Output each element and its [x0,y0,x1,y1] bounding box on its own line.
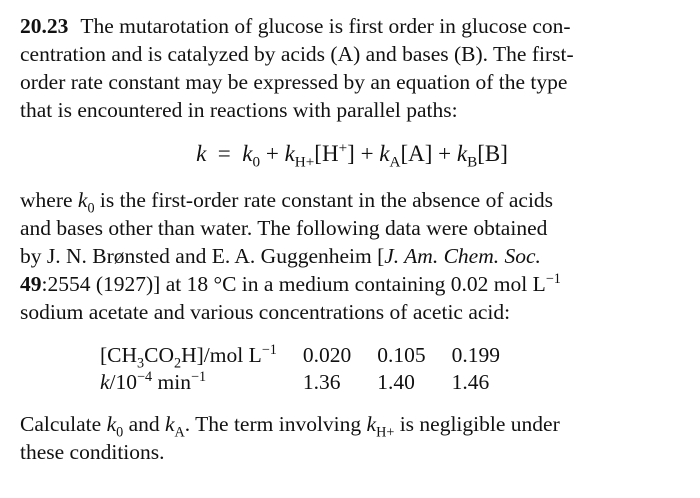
table-cell: 0.020 [302,343,352,367]
p2-journal: J. Am. Chem. Soc. [384,244,541,268]
problem-page [20,12,684,466]
intro-line-1: The mutarotation of glucose is first order in glucose con- [80,14,571,38]
r2-sup2: −1 [190,368,207,385]
q-pre: Calculate [20,412,107,436]
p2-l1-post: is the first-order rate constant in the absence of acids [94,188,554,212]
intro-line-2: centration and is catalyzed by acids (A) and bases (B). The first- [20,42,574,66]
table-cell: 0.199 [451,343,500,367]
q-line2: these conditions. [20,440,165,464]
p2-l4-sup: −1 [545,270,561,287]
r2-sup1: −4 [137,368,153,385]
table-cell: 1.40 [377,370,415,394]
intro-line-3: order rate constant may be expressed by an equation of the type [20,70,568,94]
r1-mid: CO [144,343,174,367]
eq-kH: k [284,141,295,166]
eq-plus-2: + [360,141,374,166]
problem-number: 20.23 [20,14,69,38]
eq-k0-sub: 0 [252,153,261,171]
intro-line-4: that is encountered in reactions with parallel paths: [20,98,458,122]
p2-l2: and bases other than water. The following data were obtained [20,216,548,240]
p2-k0-sub: 0 [87,200,95,217]
p2-l4-post: :2554 (1927)] at 18 °C in a medium containing 0.02 mol L [41,272,546,296]
p2-volume: 49 [20,272,42,296]
eq-plus-3: + [438,141,452,166]
eq-plus-1: + [265,141,279,166]
r2-k: k [100,370,110,394]
r1-sup: −1 [261,341,277,358]
r2-unit: min [152,370,191,394]
r2-mid: /10 [109,370,138,394]
data-table [100,342,526,396]
r1-pre: [CH [100,343,138,367]
q-mid: . The term involving [184,412,367,436]
eq-kB: k [456,141,468,166]
r1-sub2: 2 [174,355,182,372]
problem-data-description [20,186,684,326]
eq-B-conc: [B] [477,141,508,166]
problem-question [20,410,684,466]
eq-H-close: ] [347,141,355,166]
eq-A-conc: [A] [400,141,433,166]
p2-l5: sodium acetate and various concentrations of acetic acid: [20,300,511,324]
q-k0-sub: 0 [116,424,124,441]
eq-kH-sub: H+ [294,153,315,171]
eq-equals: = [217,141,231,166]
p2-l1-pre: where [20,188,78,212]
p2-l3-pre: by J. N. Brønsted and E. A. Guggenheim [ [20,244,385,268]
eq-kB-sub: B [467,153,478,171]
p2-k0: k [77,188,88,212]
r1-post: H]/mol L [181,343,262,367]
q-k0: k [106,412,117,436]
row1-label [100,341,303,372]
eq-k: k [196,141,207,166]
problem-intro [20,12,684,124]
r1-sub1: 3 [137,355,145,372]
table-cell: 0.105 [377,343,426,367]
q-kH-sub: H+ [376,424,395,441]
q-kA-sub: A [174,424,185,441]
q-kA: k [165,412,175,436]
row2-label [100,369,303,396]
q-kH: k [366,412,377,436]
q-post: is negligible under [394,412,560,436]
eq-kA-sub: A [389,153,401,171]
table-row [100,369,526,396]
q-and: and [123,412,165,436]
eq-H-conc: [H [314,141,339,166]
rate-equation [20,139,684,169]
eq-H-sup: + [338,139,348,157]
eq-k0: k [242,141,253,166]
table-row [100,342,526,369]
table-cell: 1.36 [302,370,341,394]
eq-kA: k [379,141,390,166]
table-cell: 1.46 [451,370,490,394]
